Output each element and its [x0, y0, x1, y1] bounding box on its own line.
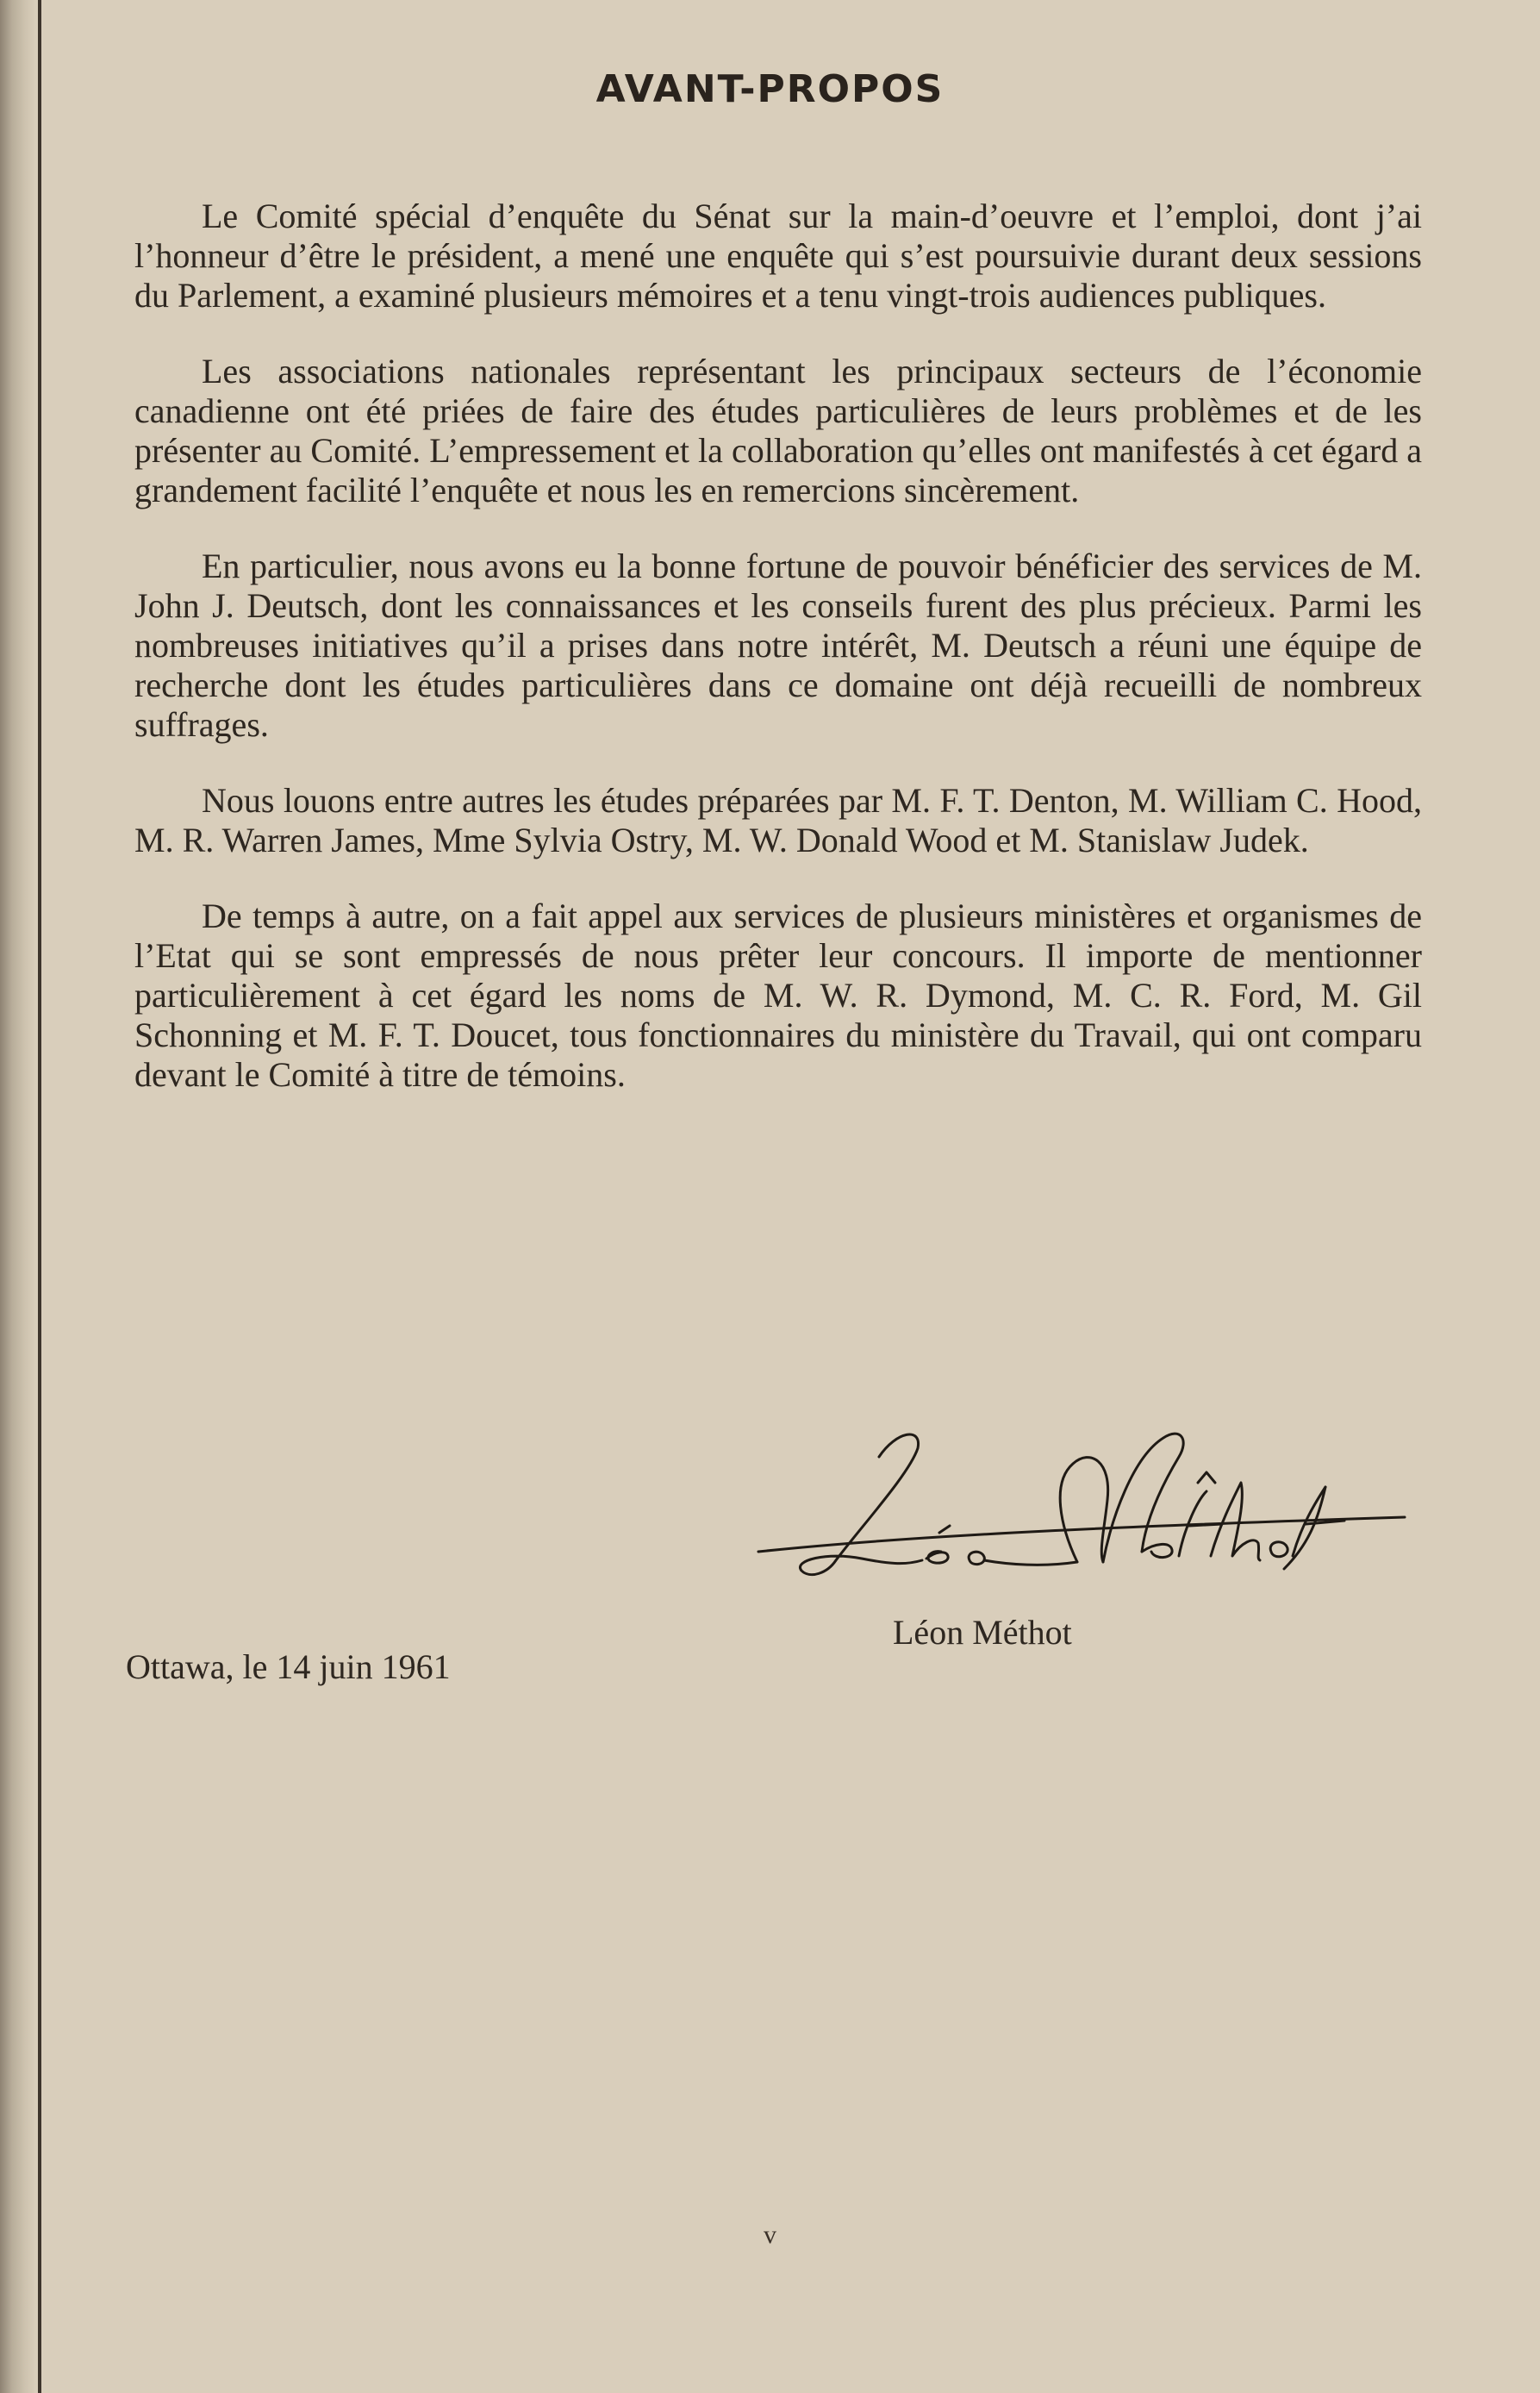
handwritten-signature: [750, 1422, 1413, 1595]
binding-edge: [38, 0, 41, 2393]
binding-shadow: [0, 0, 36, 2393]
place-date: Ottawa, le 14 juin 1961: [126, 1647, 451, 1686]
paragraph-1: Le Comité spécial d’enquête du Sénat sur la main-d’oeuvre et l’emploi, dont j’ai l’honneur d’être le président, a mené une enquête qui s’est poursuivie durant deux sessions du Parlement, a examiné plusieurs mémoires et a tenu vingt-trois audiences publiques.: [134, 197, 1422, 315]
body-text: [134, 197, 1422, 1131]
page-title: AVANT-PROPOS: [595, 67, 945, 111]
page-number: v: [764, 2221, 776, 2249]
paragraph-2: Les associations nationales représentant les principaux secteurs de l’économie canadienne ont été priées de faire des études particulières de leurs problèmes et de les présenter au Comité. L’empressement et la collaboration qu’elles ont manifestés à cet égard a grandement facilité l’enquête et nous les en remercions sincèrement.: [134, 352, 1422, 509]
paragraph-3: En particulier, nous avons eu la bonne fortune de pouvoir bénéficier des services de M. John J. Deutsch, dont les connaissances et les conseils furent des plus précieux. Parmi les nombreuses initiatives qu’il a prises dans notre intérêt, M. Deutsch a réuni une équipe de recherche dont les études particulières dans ce domaine ont déjà recueilli de nombreux suffrages.: [134, 547, 1422, 744]
paragraph-5: De temps à autre, on a fait appel aux services de plusieurs ministères et organismes de l’Etat qui se sont empressés de nous prêter leur concours. Il importe de mentionner particulièrement à cet égard les noms de M. W. R. Dymond, M. C. R. Ford, M. Gil Schonning et M. F. T. Doucet, tous fonctionnaires du ministère du Travail, qui ont comparu devant le Comité à titre de témoins.: [134, 897, 1422, 1094]
signer-name: Léon Méthot: [893, 1613, 1072, 1652]
paragraph-4: Nous louons entre autres les études préparées par M. F. T. Denton, M. William C. Hood, M. R. Warren James, Mme Sylvia Ostry, M. W. Donald Wood et M. Stanislaw Judek.: [134, 781, 1422, 859]
